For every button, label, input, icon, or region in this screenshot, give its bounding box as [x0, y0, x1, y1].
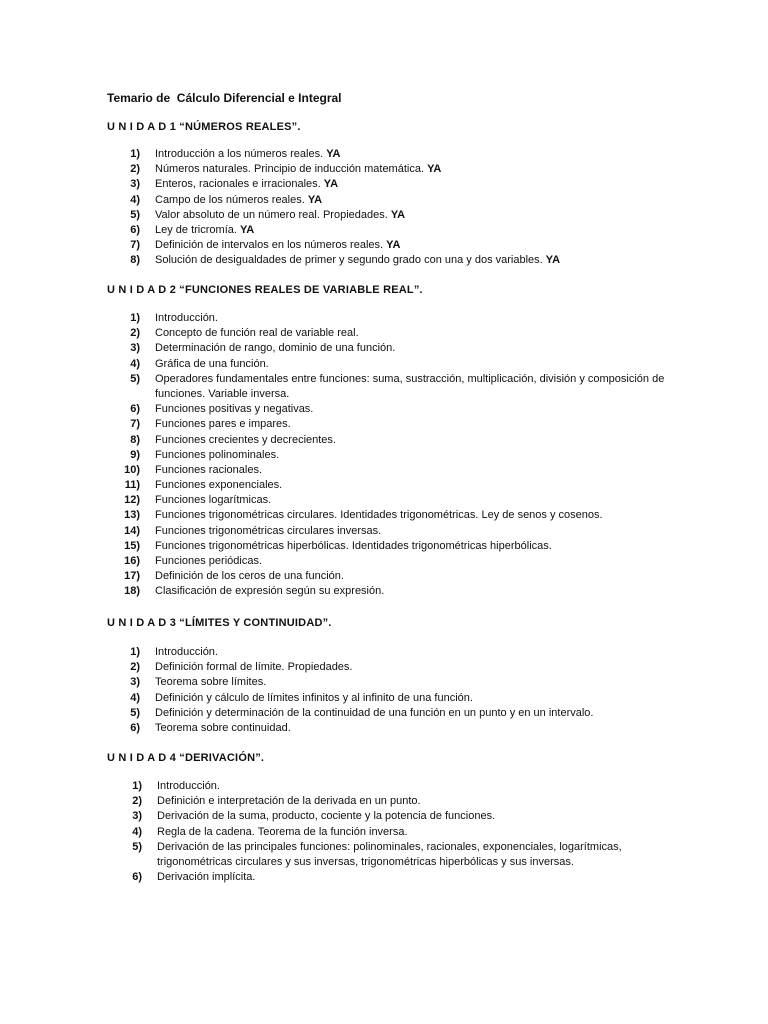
list-item: 12) Funciones logarítmicas. [124, 494, 272, 507]
list-item: 11) Funciones exponenciales. [124, 479, 283, 492]
list-item: 1) Introducción. [130, 312, 218, 324]
list-item: 6) Ley de tricromía. YA [130, 223, 255, 236]
list-item: 15) Funciones trigonométricas hiperbólicas. Identidades trigonométricas hiperbólicas. [124, 539, 552, 552]
unit-3-heading: U N I D A D 3 “LÍMITES Y CONTINUIDAD”. [107, 617, 332, 629]
list-item: 6) Teorema sobre continuidad. [130, 721, 291, 734]
list-item: 5) Definición y determinación de la continuidad de una función en un punto y en un intervalo. [130, 706, 594, 719]
list-item: 3) Derivación de la suma, producto, cociente y la potencia de funciones. [132, 810, 496, 823]
unit-2-list [110, 311, 768, 600]
list-item: 2) Definición formal de límite. Propiedades. [130, 661, 353, 674]
list-item: 3) Enteros, racionales e irracionales. YA [130, 178, 339, 191]
list-item: 9) Funciones polinominales. [130, 448, 280, 461]
list-item: 16) Funciones periódicas. [124, 555, 263, 568]
unit-4-list [112, 779, 768, 885]
list-item: 4) Campo de los números reales. YA [130, 193, 323, 206]
list-item: 14) Funciones trigonométricas circulares inversas. [124, 524, 382, 537]
list-item: 6) Funciones positivas y negativas. [130, 403, 314, 416]
unit-3-list [110, 645, 768, 736]
list-item: 5) Derivación de las principales funciones: polinominales, racionales, exponenciales, logarítmicas, trigonométricas circulares y sus inversas, trigonométricas hiperbólicas y sus inversas. [132, 840, 622, 868]
unit-1-list [110, 147, 768, 269]
list-item: 3) Teorema sobre límites. [130, 676, 267, 689]
unit-1-heading: U N I D A D 1 “NÚMEROS REALES”. [107, 121, 301, 133]
list-item: 2) Concepto de función real de variable real. [130, 327, 359, 340]
list-item: 7) Definición de intervalos en los números reales. YA [130, 239, 401, 252]
list-item: 13) Funciones trigonométricas circulares. Identidades trigonométricas. Ley de senos y cosenos. [124, 509, 603, 522]
unit-2-heading: U N I D A D 2 “FUNCIONES REALES DE VARIABLE REAL”. [107, 284, 423, 296]
list-item: 8) Solución de desigualdades de primer y segundo grado con una y dos variables. YA [130, 254, 561, 267]
list-item: 5) Valor absoluto de un número real. Propiedades. YA [130, 208, 406, 221]
list-item: 1) Introducción a los números reales. YA [130, 148, 341, 160]
list-item: 1) Introducción. [132, 780, 220, 792]
list-item: 17) Definición de los ceros de una función. [124, 570, 344, 583]
page-title: Temario de Cálculo Diferencial e Integral [107, 91, 342, 105]
list-item: 4) Regla de la cadena. Teorema de la función inversa. [132, 825, 408, 838]
list-item: 3) Determinación de rango, dominio de una función. [130, 342, 396, 355]
list-item: 2) Números naturales. Principio de inducción matemática. YA [130, 163, 442, 176]
list-item: 6) Derivación implícita. [132, 871, 256, 884]
list-item: 18) Clasificación de expresión según su expresión. [124, 585, 385, 598]
list-item: 8) Funciones crecientes y decrecientes. [130, 433, 336, 446]
list-item: 10) Funciones racionales. [124, 463, 263, 476]
list-item: 5) Operadores fundamentales entre funciones: suma, sustracción, multiplicación, división y composición de funciones. Variable inversa. [130, 372, 665, 400]
list-item: 2) Definición e interpretación de la derivada en un punto. [132, 795, 421, 808]
list-item: 7) Funciones pares e impares. [130, 418, 291, 431]
list-item: 4) Gráfica de una función. [130, 357, 269, 370]
list-item: 1) Introducción. [130, 646, 218, 658]
unit-4-heading: U N I D A D 4 “DERIVACIÓN”. [107, 752, 265, 764]
list-item: 4) Definición y cálculo de límites infinitos y al infinito de una función. [130, 691, 473, 704]
